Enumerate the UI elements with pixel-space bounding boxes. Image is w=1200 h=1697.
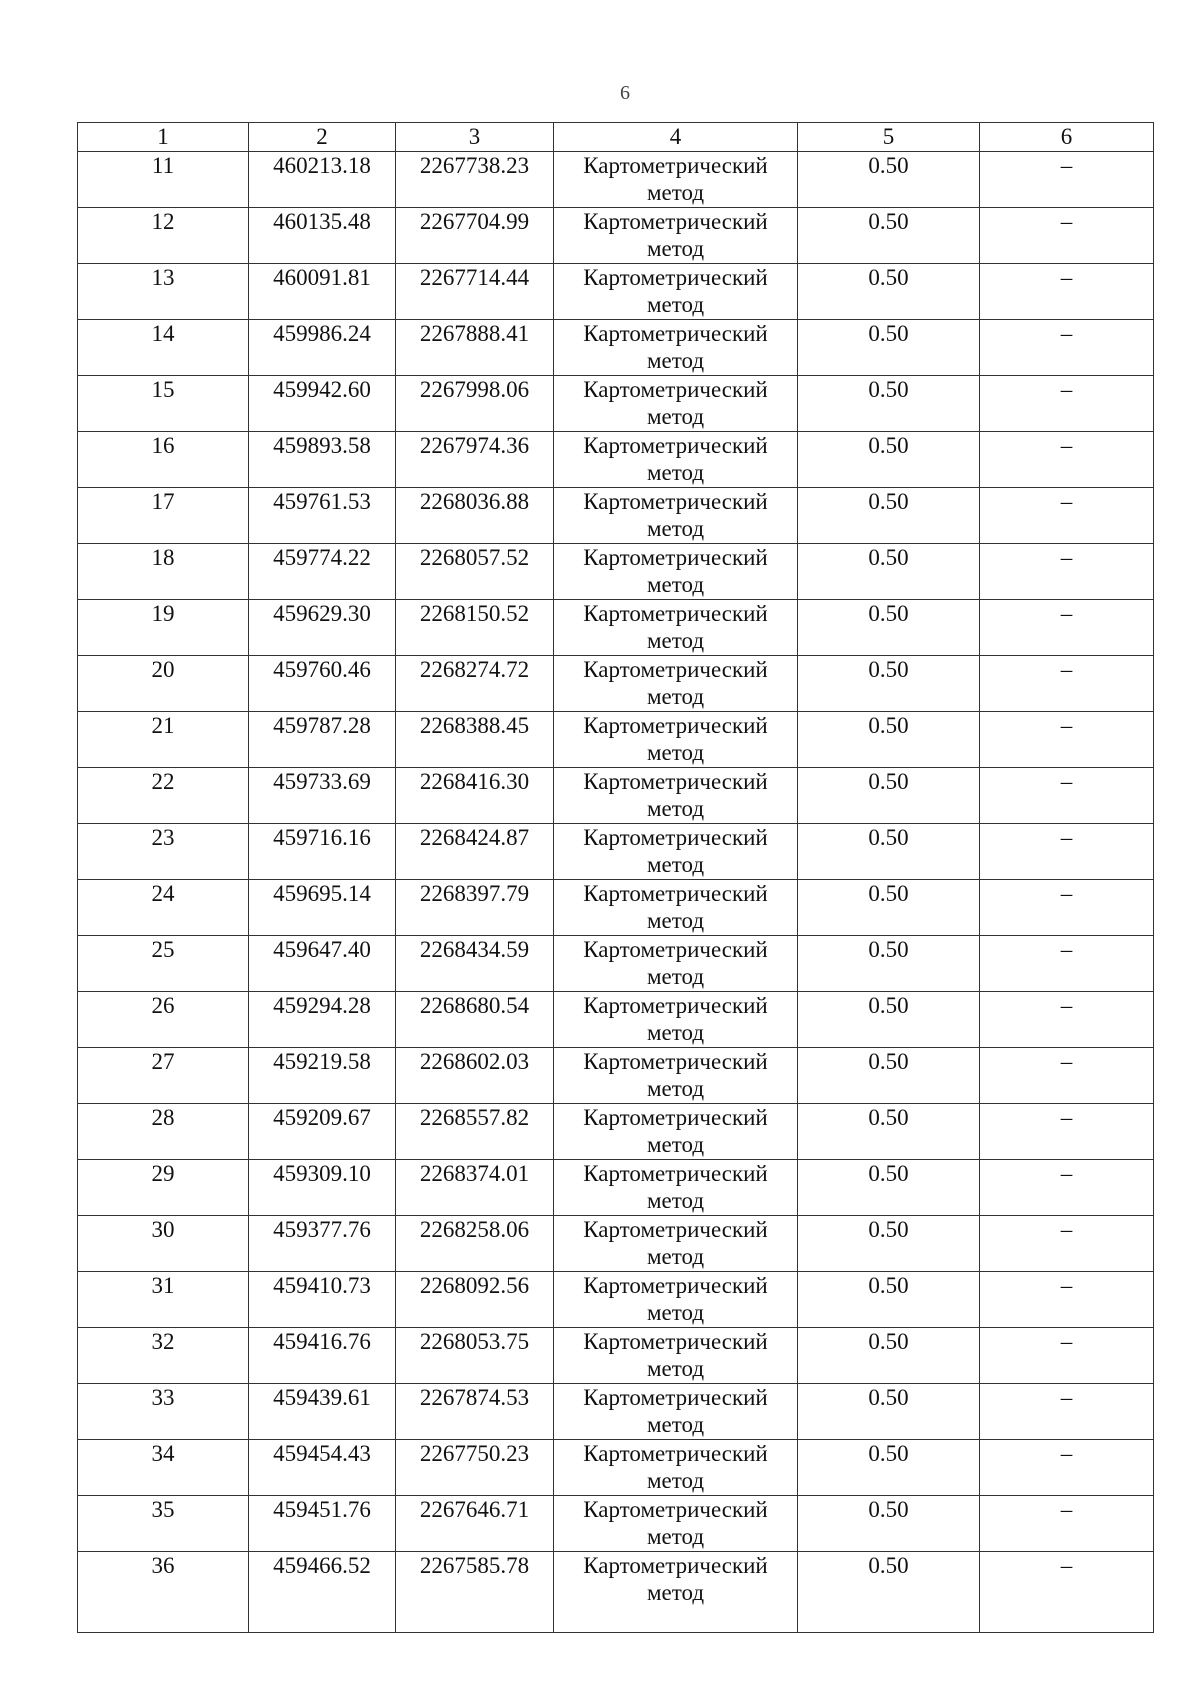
cell-y-coordinate: 2267704.99 (396, 208, 554, 264)
cell-method (554, 544, 798, 600)
method-line-1: Картометрический (583, 657, 768, 682)
cell-method (554, 264, 798, 320)
cell-accuracy: 0.50 (798, 824, 980, 880)
method-line-1: Картометрический (583, 489, 768, 514)
cell-note: – (980, 1328, 1154, 1384)
cell-note: – (980, 152, 1154, 208)
method-line-1: Картометрический (583, 209, 768, 234)
table-row (78, 432, 1154, 488)
cell-y-coordinate: 2268557.82 (396, 1104, 554, 1160)
cell-y-coordinate: 2268258.06 (396, 1216, 554, 1272)
cell-point-number: 22 (78, 768, 249, 824)
cell-accuracy: 0.50 (798, 936, 980, 992)
table-header (78, 123, 1154, 152)
cell-method (554, 320, 798, 376)
cell-method (554, 1496, 798, 1552)
table-row (78, 488, 1154, 544)
cell-point-number: 11 (78, 152, 249, 208)
cell-note: – (980, 768, 1154, 824)
cell-note: – (980, 544, 1154, 600)
cell-point-number: 35 (78, 1496, 249, 1552)
table-row (78, 1048, 1154, 1104)
cell-y-coordinate: 2268092.56 (396, 1272, 554, 1328)
cell-accuracy: 0.50 (798, 376, 980, 432)
cell-accuracy: 0.50 (798, 152, 980, 208)
cell-point-number: 28 (78, 1104, 249, 1160)
header-col-1: 1 (78, 123, 249, 152)
cell-point-number: 20 (78, 656, 249, 712)
cell-note: – (980, 1384, 1154, 1440)
cell-point-number: 21 (78, 712, 249, 768)
table-row (78, 264, 1154, 320)
cell-note: – (980, 208, 1154, 264)
table-row (78, 376, 1154, 432)
cell-note: – (980, 1496, 1154, 1552)
table-row (78, 768, 1154, 824)
table-row (78, 712, 1154, 768)
cell-method (554, 656, 798, 712)
cell-x-coordinate: 459716.16 (249, 824, 396, 880)
cell-x-coordinate: 459760.46 (249, 656, 396, 712)
cell-x-coordinate: 459454.43 (249, 1440, 396, 1496)
cell-x-coordinate: 459629.30 (249, 600, 396, 656)
cell-point-number: 30 (78, 1216, 249, 1272)
cell-method (554, 432, 798, 488)
method-line-1: Картометрический (583, 713, 768, 738)
table-row (78, 600, 1154, 656)
cell-x-coordinate: 459761.53 (249, 488, 396, 544)
method-line-2: метод (646, 908, 705, 933)
cell-x-coordinate: 459893.58 (249, 432, 396, 488)
cell-accuracy: 0.50 (798, 1552, 980, 1633)
method-line-2: метод (646, 180, 705, 205)
cell-y-coordinate: 2267874.53 (396, 1384, 554, 1440)
cell-x-coordinate: 460213.18 (249, 152, 396, 208)
cell-y-coordinate: 2268416.30 (396, 768, 554, 824)
cell-x-coordinate: 460135.48 (249, 208, 396, 264)
cell-point-number: 13 (78, 264, 249, 320)
cell-point-number: 16 (78, 432, 249, 488)
cell-note: – (980, 1552, 1154, 1633)
cell-y-coordinate: 2268057.52 (396, 544, 554, 600)
method-line-1: Картометрический (583, 1105, 768, 1130)
table-row (78, 880, 1154, 936)
method-line-1: Картометрический (583, 1273, 768, 1298)
cell-x-coordinate: 459377.76 (249, 1216, 396, 1272)
cell-accuracy: 0.50 (798, 1328, 980, 1384)
cell-accuracy: 0.50 (798, 768, 980, 824)
cell-accuracy: 0.50 (798, 600, 980, 656)
cell-accuracy: 0.50 (798, 1384, 980, 1440)
cell-accuracy: 0.50 (798, 1440, 980, 1496)
method-line-1: Картометрический (583, 937, 768, 962)
cell-y-coordinate: 2267646.71 (396, 1496, 554, 1552)
cell-y-coordinate: 2268680.54 (396, 992, 554, 1048)
method-line-1: Картометрический (583, 153, 768, 178)
cell-accuracy: 0.50 (798, 880, 980, 936)
cell-x-coordinate: 459209.67 (249, 1104, 396, 1160)
cell-accuracy: 0.50 (798, 712, 980, 768)
cell-method (554, 488, 798, 544)
header-col-6: 6 (980, 123, 1154, 152)
cell-y-coordinate: 2267585.78 (396, 1552, 554, 1633)
method-line-1: Картометрический (583, 377, 768, 402)
method-line-2: метод (646, 964, 705, 989)
cell-point-number: 12 (78, 208, 249, 264)
cell-y-coordinate: 2268036.88 (396, 488, 554, 544)
cell-note: – (980, 376, 1154, 432)
cell-y-coordinate: 2267750.23 (396, 1440, 554, 1496)
cell-x-coordinate: 459451.76 (249, 1496, 396, 1552)
table-row (78, 936, 1154, 992)
cell-note: – (980, 1272, 1154, 1328)
cell-method (554, 1272, 798, 1328)
cell-y-coordinate: 2268274.72 (396, 656, 554, 712)
cell-method (554, 880, 798, 936)
cell-note: – (980, 936, 1154, 992)
method-line-1: Картометрический (583, 825, 768, 850)
cell-method (554, 208, 798, 264)
cell-note: – (980, 1160, 1154, 1216)
header-col-5: 5 (798, 123, 980, 152)
cell-accuracy: 0.50 (798, 432, 980, 488)
cell-note: – (980, 712, 1154, 768)
cell-accuracy: 0.50 (798, 992, 980, 1048)
cell-y-coordinate: 2268053.75 (396, 1328, 554, 1384)
cell-y-coordinate: 2268388.45 (396, 712, 554, 768)
method-line-2: метод (646, 1132, 705, 1157)
cell-x-coordinate: 459219.58 (249, 1048, 396, 1104)
cell-note: – (980, 1104, 1154, 1160)
cell-note: – (980, 432, 1154, 488)
cell-method (554, 600, 798, 656)
method-line-1: Картометрический (583, 265, 768, 290)
cell-accuracy: 0.50 (798, 1496, 980, 1552)
cell-y-coordinate: 2267998.06 (396, 376, 554, 432)
cell-method (554, 1160, 798, 1216)
table-row (78, 1496, 1154, 1552)
cell-note: – (980, 1440, 1154, 1496)
cell-point-number: 29 (78, 1160, 249, 1216)
cell-y-coordinate: 2268434.59 (396, 936, 554, 992)
cell-method (554, 152, 798, 208)
method-line-2: метод (646, 1524, 705, 1549)
cell-note: – (980, 824, 1154, 880)
cell-method (554, 768, 798, 824)
method-line-2: метод (646, 348, 705, 373)
table-row (78, 320, 1154, 376)
cell-x-coordinate: 459774.22 (249, 544, 396, 600)
cell-note: – (980, 488, 1154, 544)
method-line-1: Картометрический (583, 1497, 768, 1522)
table-row (78, 208, 1154, 264)
method-line-2: метод (646, 740, 705, 765)
method-line-1: Картометрический (583, 1385, 768, 1410)
cell-point-number: 34 (78, 1440, 249, 1496)
cell-x-coordinate: 459416.76 (249, 1328, 396, 1384)
cell-method (554, 1552, 798, 1633)
method-line-1: Картометрический (583, 1329, 768, 1354)
table-row (78, 1384, 1154, 1440)
table-row (78, 1216, 1154, 1272)
cell-point-number: 27 (78, 1048, 249, 1104)
method-line-1: Картометрический (583, 1161, 768, 1186)
cell-x-coordinate: 459439.61 (249, 1384, 396, 1440)
cell-x-coordinate: 459942.60 (249, 376, 396, 432)
cell-point-number: 19 (78, 600, 249, 656)
cell-method (554, 1440, 798, 1496)
table-row (78, 544, 1154, 600)
cell-point-number: 26 (78, 992, 249, 1048)
table-body (78, 152, 1154, 1633)
cell-note: – (980, 600, 1154, 656)
cell-method (554, 1216, 798, 1272)
cell-method (554, 1328, 798, 1384)
method-line-2: метод (646, 292, 705, 317)
cell-y-coordinate: 2268602.03 (396, 1048, 554, 1104)
cell-point-number: 25 (78, 936, 249, 992)
cell-point-number: 36 (78, 1552, 249, 1633)
table-row (78, 1440, 1154, 1496)
cell-x-coordinate: 459410.73 (249, 1272, 396, 1328)
table-row (78, 1552, 1154, 1633)
cell-x-coordinate: 459733.69 (249, 768, 396, 824)
cell-point-number: 24 (78, 880, 249, 936)
method-line-2: метод (646, 572, 705, 597)
method-line-1: Картометрический (583, 881, 768, 906)
method-line-1: Картометрический (583, 1553, 768, 1578)
cell-accuracy: 0.50 (798, 1216, 980, 1272)
cell-method (554, 1048, 798, 1104)
cell-point-number: 23 (78, 824, 249, 880)
method-line-2: метод (646, 1076, 705, 1101)
method-line-2: метод (646, 852, 705, 877)
cell-y-coordinate: 2267974.36 (396, 432, 554, 488)
cell-point-number: 33 (78, 1384, 249, 1440)
cell-method (554, 1104, 798, 1160)
method-line-2: метод (646, 236, 705, 261)
cell-accuracy: 0.50 (798, 544, 980, 600)
method-line-2: метод (646, 1020, 705, 1045)
method-line-2: метод (646, 1580, 705, 1605)
header-col-3: 3 (396, 123, 554, 152)
method-line-2: метод (646, 1468, 705, 1493)
method-line-2: метод (646, 1412, 705, 1437)
table-row (78, 1104, 1154, 1160)
table-row (78, 1272, 1154, 1328)
cell-point-number: 17 (78, 488, 249, 544)
method-line-1: Картометрический (583, 769, 768, 794)
cell-y-coordinate: 2268424.87 (396, 824, 554, 880)
cell-method (554, 1384, 798, 1440)
table-row (78, 824, 1154, 880)
cell-x-coordinate: 459294.28 (249, 992, 396, 1048)
method-line-1: Картометрический (583, 601, 768, 626)
method-line-1: Картометрический (583, 1441, 768, 1466)
header-row (78, 123, 1154, 152)
method-line-2: метод (646, 404, 705, 429)
cell-point-number: 32 (78, 1328, 249, 1384)
cell-accuracy: 0.50 (798, 208, 980, 264)
cell-method (554, 936, 798, 992)
cell-method (554, 376, 798, 432)
table-row (78, 152, 1154, 208)
cell-note: – (980, 1216, 1154, 1272)
cell-accuracy: 0.50 (798, 320, 980, 376)
header-col-2: 2 (249, 123, 396, 152)
cell-accuracy: 0.50 (798, 1048, 980, 1104)
cell-x-coordinate: 459695.14 (249, 880, 396, 936)
header-col-4: 4 (554, 123, 798, 152)
cell-accuracy: 0.50 (798, 488, 980, 544)
method-line-2: метод (646, 684, 705, 709)
cell-x-coordinate: 459466.52 (249, 1552, 396, 1633)
cell-x-coordinate: 459986.24 (249, 320, 396, 376)
cell-y-coordinate: 2268397.79 (396, 880, 554, 936)
cell-y-coordinate: 2268150.52 (396, 600, 554, 656)
cell-y-coordinate: 2267888.41 (396, 320, 554, 376)
method-line-1: Картометрический (583, 433, 768, 458)
method-line-2: метод (646, 1300, 705, 1325)
cell-note: – (980, 320, 1154, 376)
cell-accuracy: 0.50 (798, 1160, 980, 1216)
cell-note: – (980, 264, 1154, 320)
cell-accuracy: 0.50 (798, 264, 980, 320)
method-line-1: Картометрический (583, 993, 768, 1018)
cell-method (554, 824, 798, 880)
cell-point-number: 15 (78, 376, 249, 432)
method-line-1: Картометрический (583, 545, 768, 570)
cell-y-coordinate: 2267738.23 (396, 152, 554, 208)
cell-y-coordinate: 2268374.01 (396, 1160, 554, 1216)
page-number: 6 (620, 82, 630, 104)
cell-x-coordinate: 459647.40 (249, 936, 396, 992)
method-line-1: Картометрический (583, 1217, 768, 1242)
method-line-2: метод (646, 1244, 705, 1269)
method-line-2: метод (646, 628, 705, 653)
cell-point-number: 18 (78, 544, 249, 600)
cell-point-number: 31 (78, 1272, 249, 1328)
table-row (78, 1328, 1154, 1384)
cell-x-coordinate: 459787.28 (249, 712, 396, 768)
cell-note: – (980, 1048, 1154, 1104)
method-line-2: метод (646, 796, 705, 821)
cell-x-coordinate: 460091.81 (249, 264, 396, 320)
method-line-2: метод (646, 516, 705, 541)
cell-accuracy: 0.50 (798, 1104, 980, 1160)
cell-note: – (980, 992, 1154, 1048)
cell-method (554, 992, 798, 1048)
cell-y-coordinate: 2267714.44 (396, 264, 554, 320)
method-line-2: метод (646, 460, 705, 485)
coordinates-table (77, 122, 1154, 1633)
cell-accuracy: 0.50 (798, 1272, 980, 1328)
cell-accuracy: 0.50 (798, 656, 980, 712)
table-row (78, 992, 1154, 1048)
method-line-1: Картометрический (583, 321, 768, 346)
cell-note: – (980, 656, 1154, 712)
table-row (78, 656, 1154, 712)
cell-method (554, 712, 798, 768)
method-line-2: метод (646, 1356, 705, 1381)
method-line-1: Картометрический (583, 1049, 768, 1074)
cell-x-coordinate: 459309.10 (249, 1160, 396, 1216)
cell-note: – (980, 880, 1154, 936)
method-line-2: метод (646, 1188, 705, 1213)
cell-point-number: 14 (78, 320, 249, 376)
table-row (78, 1160, 1154, 1216)
